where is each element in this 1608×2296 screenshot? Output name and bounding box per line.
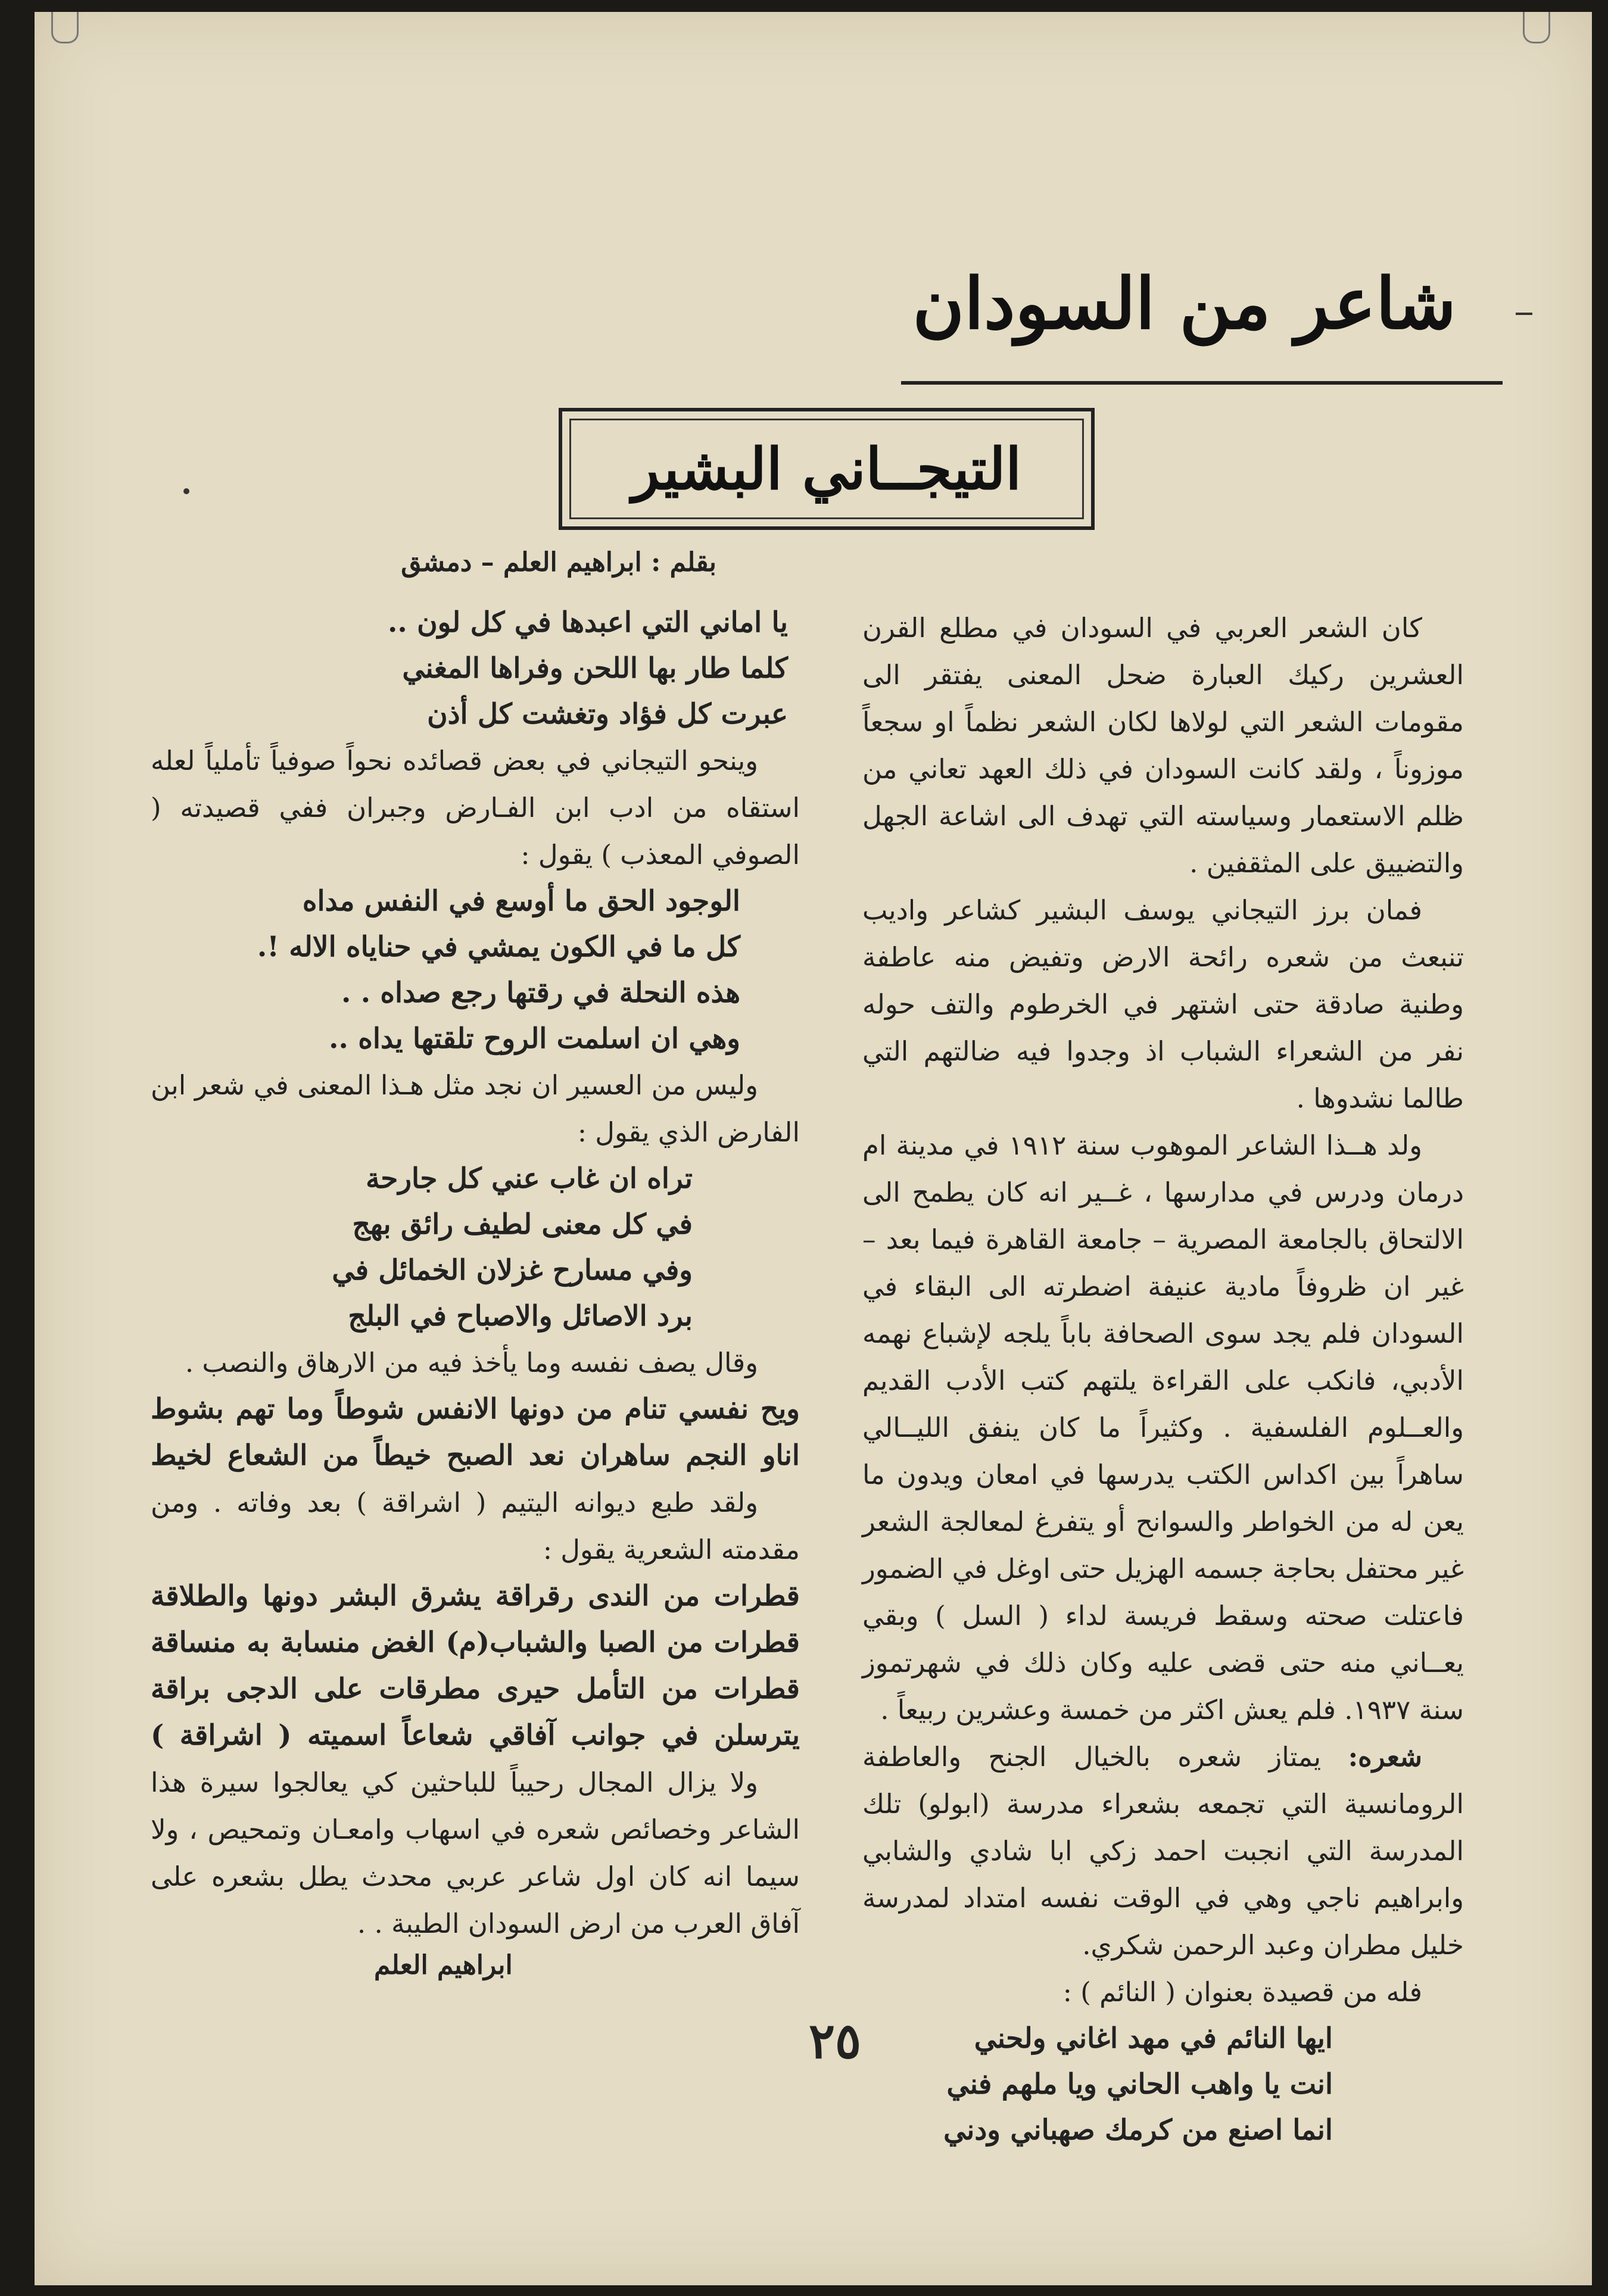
verse-line: وفي مسارح غزلان الخمائل في: [332, 1254, 693, 1287]
title-underline: [901, 381, 1503, 385]
verse-line: كلما طار بها اللحن وفراها المغني: [402, 652, 788, 685]
poem-block: [151, 1156, 800, 1339]
verse-line: اناو النجم ساهران نعد الصبح خيطاً من الشعاع لخيط: [151, 1439, 800, 1472]
paragraph: كان الشعر العربي في السودان في مطلع القرن العشرين ركيك العبارة ضحل المعنى يفتقر الى مقومات الشعر التي لولاها لكان الشعر نظماً او سجعاً موزوناً ، ولقد كانت السودان في ذلك العهد تعاني من ظلم الاستعمار وسياسته التي تهدف الى اشاعة الجهل والتضييق على المثقفين .: [862, 612, 1464, 879]
verse-line: يا اماني التي اعبدها في كل لون ..: [388, 606, 788, 639]
verse-line: تراه ان غاب عني كل جارحة: [366, 1162, 693, 1195]
verse-line: قطرات من الندى رقراقة يشرق البشر دونها والطلاقة: [151, 1580, 800, 1612]
article-title: شاعر من السودان: [912, 262, 1456, 345]
paragraph: فمان برز التيجاني يوسف البشير كشاعر واديب تنبعث من شعره رائحة الارض وتفيض منه عاطفة وطنية صادقة حتى اشتهر في الخرطوم والتف حوله نفر من الشعراء الشباب اذ وجدوا فيه ضالتهم التي طالما نشدوها .: [862, 894, 1464, 1114]
margin-mark: [1516, 313, 1532, 315]
verse-line: عبرت كل فؤاد وتغشت كل أذن: [427, 698, 788, 731]
paragraph: فله من قصيدة بعنوان ( النائم ) :: [1062, 1976, 1422, 2008]
verse-line: انت يا واهب الحاني ويا ملهم فني: [946, 2068, 1333, 2101]
binder-clip-icon: [51, 12, 79, 43]
verse-line: في كل معنى لطيف رائق بهج: [352, 1208, 693, 1241]
verse-line: الوجود الحق ما أوسع في النفس مداه: [302, 885, 740, 918]
poem-block: [151, 1573, 800, 1759]
paragraph: وقال يصف نفسه وما يأخذ فيه من الارهاق والنصب .: [185, 1347, 758, 1378]
verse-line: انما اصنع من كرمك صهباني ودني: [943, 2114, 1333, 2147]
verse-line: هذه النحلة في رقتها رجع صداه . .: [341, 977, 740, 1009]
verse-line: يترسلن في جوانب آفاقي شعاعاً اسميته ( اشراقة ): [151, 1719, 800, 1752]
magazine-page: [35, 12, 1592, 2285]
poem-block: [151, 1386, 800, 1479]
section-label: شعره:: [1348, 1741, 1422, 1773]
author-signature: ابراهيم العلم: [374, 1950, 513, 1980]
subtitle-frame: [559, 408, 1095, 530]
left-column: [151, 539, 800, 1947]
ink-dot: [183, 488, 189, 494]
verse-line: برد الاصائل والاصباح في البلج: [348, 1300, 693, 1333]
paragraph: وينحو التيجاني في بعض قصائده نحواً صوفياً تأملياً لعله استقاه من ادب ابن الفـارض وجبران ففي قصيدته ( الصوفي المعذب ) يقول :: [151, 745, 800, 871]
verse-line: ويح نفسي تنام من دونها الانفس شوطاً وما تهم بشوط: [151, 1393, 800, 1425]
paragraph: ولقد طبع ديوانه اليتيم ( اشراقة ) بعد وفاته . ومن مقدمته الشعرية يقول :: [151, 1487, 800, 1565]
verse-line: كل ما في الكون يمشي في حناياه الاله !.: [257, 931, 740, 963]
paragraph-text: يمتاز شعره بالخيال الجنح والعاطفة الرومانسية التي تجمعه بشعراء مدرسة (ابولو) تلك المدرسة التي انجبت احمد زكي ابا شادي والشابي وابراهيم ناجي وهي في الوقت نفسه امتداد لمدرسة خليل مطران وعبد الرحمن شكري.: [862, 1741, 1464, 1961]
paragraph: [862, 1733, 1464, 1969]
paragraph: ولد هــذا الشاعر الموهوب سنة ١٩١٢ في مدينة ام درمان ودرس في مدارسها ، غــير انه كان يطمح الى الالتحاق بالجامعة المصرية – جامعة القاهرة فيما بعد – غير ان ظروفاً مادية عنيفة اضطرته الى البقاء في السودان فلم يجد سوى الصحافة باباً يلجه لإشباع نهمه الأدبي، فانكب على القراءة يلتهم كتب الأدب القديم والعــلوم الفلسفية . وكثيراً ما كان ينفق الليــالي ساهراً بين اكداس الكتب يدرسها في امعان ويدون ما يعن له من الخواطر والسوانح أو يتفرغ لمعالجة الشعر غير محتفل بحاجة جسمه الهزيل حتى اوغل في الضمور فاعتلت صحته وسقط فريسة لداء ( السل ) وبقي يعــاني منه حتى قضى عليه وكان ذلك في شهرتموز سنة ١٩٣٧. فلم يعش اكثر من خمسة وعشرين ربيعاً .: [862, 1130, 1464, 1726]
page-number: ٢٥: [809, 2013, 862, 2070]
paragraph: ولا يزال المجال رحيباً للباحثين كي يعالجوا سيرة هذا الشاعر وخصائص شعره في اسهاب وامعـان وتمحيص ، ولا سيما انه كان اول شاعر عربي محدث يطل بشعره على آفاق العرب من ارض السودان الطيبة . .: [151, 1767, 800, 1939]
verse-line: وهي ان اسلمت الروح تلقتها يداه ..: [329, 1022, 740, 1055]
byline: بقلم : ابراهيم العلم – دمشق: [401, 547, 716, 578]
paragraph: وليس من العسير ان نجد مثل هـذا المعنى في شعر ابن الفارض الذي يقول :: [151, 1069, 800, 1148]
poem-block: [151, 600, 800, 737]
right-column: [862, 604, 1464, 2153]
binder-clip-icon: [1523, 12, 1550, 43]
article-subtitle: التيجــاني البشير: [632, 435, 1021, 503]
poem-block: [862, 2016, 1464, 2153]
verse-line: قطرات من الصبا والشباب(م) الغض منسابة به منساقة: [151, 1626, 800, 1659]
verse-line: قطرات من التأمل حيرى مطرقات على الدجى براقة: [151, 1673, 800, 1705]
verse-line: ايها النائم في مهد اغاني ولحني: [974, 2022, 1333, 2055]
subtitle-inner-frame: [569, 419, 1084, 519]
poem-block: [151, 878, 800, 1062]
